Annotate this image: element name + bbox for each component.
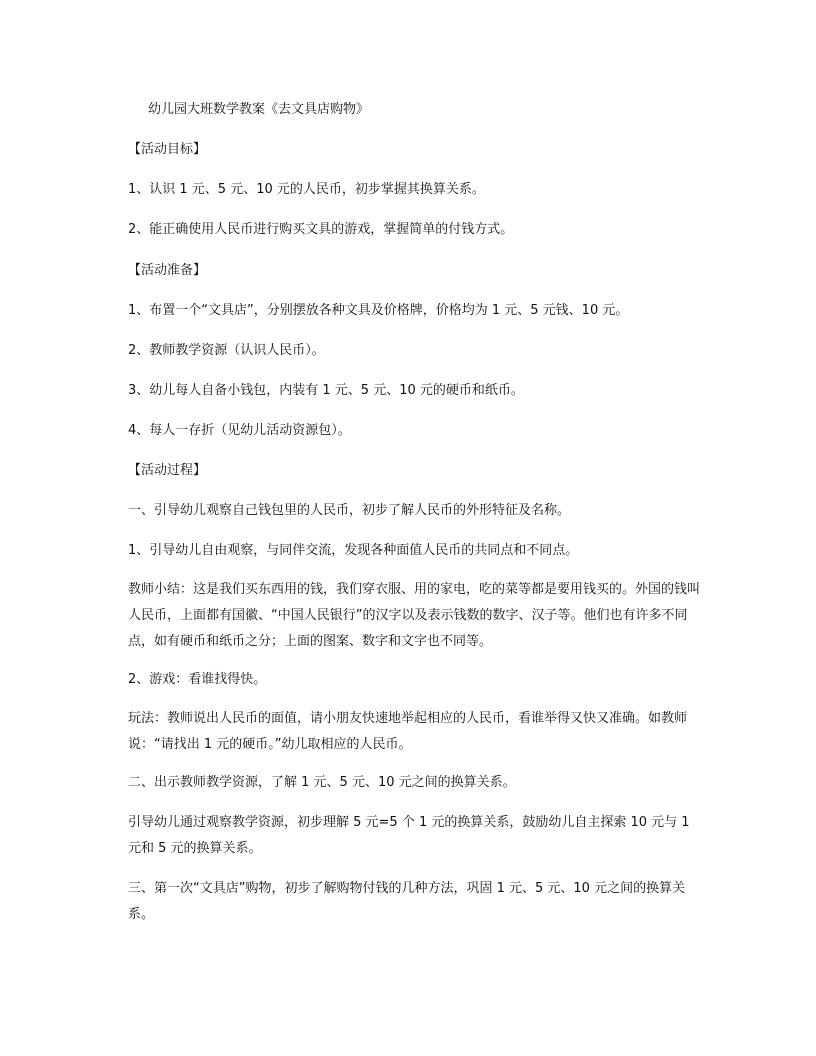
step-2-text: 引导幼儿通过观察教学资源，初步理解 5 元=5 个 1 元的换算关系，鼓励幼儿自主探索 10 元与 1 元和 5 元的换算关系。 [128, 815, 690, 856]
step-3: 三、第一次“文具店”购物，初步了解购物付钱的几种方法，巩固 1 元、5 元、10 元之间的换算关系。 [128, 881, 686, 922]
prep-item-4: 4、每人一存折（见幼儿活动资源包）。 [128, 423, 351, 438]
prep-item-2: 2、教师教学资源（认识人民币）。 [128, 343, 325, 358]
step-1-2: 2、游戏：看谁找得快。 [128, 672, 267, 687]
prep-item-3: 3、幼儿每人自备小钱包，内装有 1 元、5 元、10 元的硬币和纸币。 [128, 383, 524, 398]
goal-item-1: 1、认识 1 元、5 元、10 元的人民币，初步掌握其换算关系。 [128, 182, 485, 197]
prep-item-1: 1、布置一个“文具店”，分别摆放各种文具及价格牌，价格均为 1 元、5 元钱、10 元。 [128, 303, 629, 318]
prep-heading: 【活动准备】 [128, 263, 207, 278]
process-heading: 【活动过程】 [128, 463, 207, 478]
goal-heading: 【活动目标】 [128, 142, 207, 157]
document-title: 幼儿园大班数学教案《去文具店购物》 [148, 102, 370, 117]
step-2: 二、出示教师教学资源，了解 1 元、5 元、10 元之间的换算关系。 [128, 775, 516, 790]
step-1-1: 1、引导幼儿自由观察，与同伴交流，发现各种面值人民币的共同点和不同点。 [128, 543, 579, 558]
play-method: 玩法：教师说出人民币的面值，请小朋友快速地举起相应的人民币，看谁举得又快又准确。如教师说：“请找出 1 元的硬币。”幼儿取相应的人民币。 [128, 711, 688, 752]
step-1: 一、引导幼儿观察自己钱包里的人民币，初步了解人民币的外形特征及名称。 [128, 503, 571, 518]
goal-item-2: 2、能正确使用人民币进行购买文具的游戏，掌握简单的付钱方式。 [128, 222, 514, 237]
teacher-summary: 教师小结：这是我们买东西用的钱，我们穿衣服、用的家电，吃的菜等都是要用钱买的。外国的钱叫人民币，上面都有国徽、“中国人民银行”的汉字以及表示钱数的数字、汉子等。他们也有许多不同点，如有硬币和纸币之分；上面的图案、数字和文字也不同等。 [128, 582, 701, 649]
